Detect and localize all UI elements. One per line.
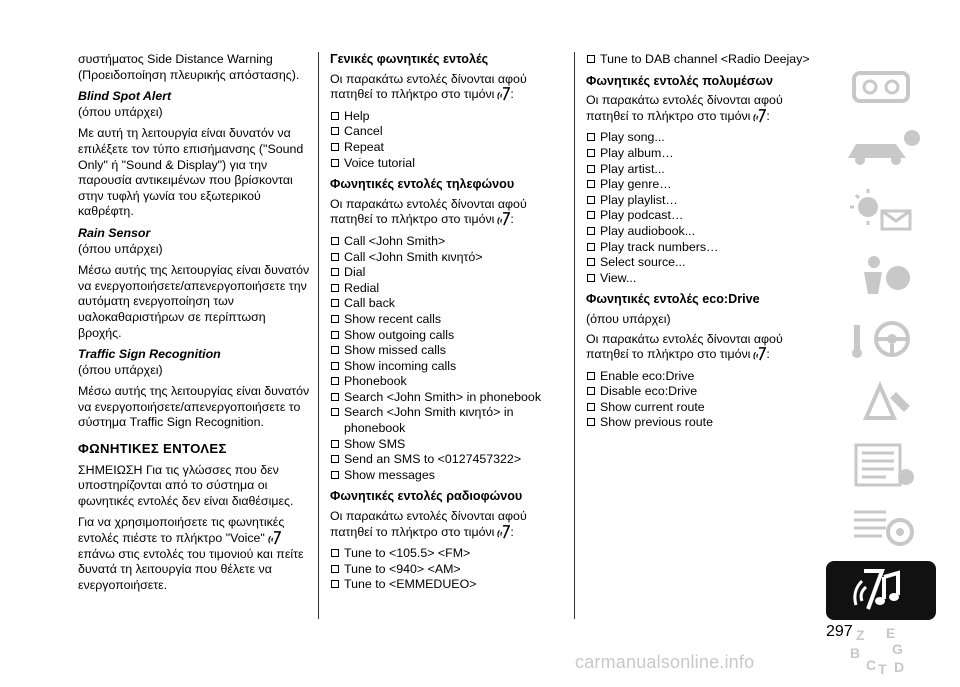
checkbox-square-icon [587, 180, 595, 188]
checkbox-square-icon [587, 418, 595, 426]
command-item [330, 452, 570, 468]
checkbox-square-icon [331, 471, 339, 479]
command-item [330, 312, 570, 328]
index-letter: D [894, 659, 905, 675]
command-text: Show missed calls [344, 343, 446, 358]
section-tabs [826, 57, 936, 687]
checkbox-square-icon [331, 315, 339, 323]
command-text: Tune to <940> <AM> [344, 561, 461, 576]
command-text: Play song... [600, 130, 665, 145]
rain-sensor-availability: (όπου υπάρχει) [78, 241, 163, 256]
command-text: Call back [344, 296, 395, 311]
radio-intro-text: Οι παρακάτω εντολές δίνονται αφού πατηθεί το πλήκτρο στο τιμόνι [330, 509, 527, 539]
command-text: Call <John Smith κινητό> [344, 249, 483, 264]
checkbox-square-icon [331, 331, 339, 339]
voice-button-icon [496, 212, 510, 226]
language-note: ΣΗΜΕΙΩΣΗ Για τις γλώσσες που δεν υποστηρίζονται από το σύστημα οι φωνητικές εντολές δεν είναι διαθέσιμες. [78, 462, 294, 508]
phone-commands-list [330, 234, 570, 484]
phone-commands-intro [330, 197, 570, 228]
voice-button-icon [496, 87, 510, 101]
command-item [330, 468, 570, 484]
maintenance-list-icon [826, 435, 936, 494]
column-3 [586, 52, 818, 437]
command-item [330, 140, 570, 156]
index-letter: E [886, 625, 896, 641]
car-info-icon [826, 120, 936, 179]
checkbox-square-icon [331, 408, 339, 416]
command-text: Dial [344, 265, 366, 280]
blind-spot-availability: (όπου υπάρχει) [78, 104, 163, 119]
checkbox-square-icon [331, 253, 339, 261]
command-text: Enable eco:Drive [600, 368, 695, 383]
command-text: Phonebook [344, 374, 407, 389]
traffic-sign-availability: (όπου υπάρχει) [78, 362, 163, 377]
media-commands-intro [586, 93, 818, 124]
general-commands-title: Γενικές φωνητικές εντολές [330, 52, 489, 66]
command-item [330, 562, 570, 578]
checkbox-square-icon [587, 243, 595, 251]
checkbox-square-icon [331, 127, 339, 135]
checkbox-square-icon [587, 274, 595, 282]
checkbox-square-icon [331, 455, 339, 463]
checkbox-square-icon [331, 112, 339, 120]
checkbox-square-icon [587, 403, 595, 411]
command-item [586, 208, 818, 224]
command-item [586, 384, 818, 400]
airbag-safety-icon [826, 246, 936, 305]
dab-commands-list [586, 52, 818, 68]
command-item [330, 328, 570, 344]
command-item [330, 109, 570, 125]
checkbox-square-icon [331, 377, 339, 385]
tab-car-info[interactable] [826, 120, 936, 179]
checkbox-square-icon [587, 55, 595, 63]
general-intro-text: Οι παρακάτω εντολές δίνονται αφού πατηθεί το πλήκτρο στο τιμόνι [330, 71, 527, 102]
media-intro-text: Οι παρακάτω εντολές δίνονται αφού πατηθεί το πλήκτρο στο τιμόνι [586, 93, 783, 123]
traffic-sign-title: Traffic Sign Recognition [78, 347, 221, 362]
command-item [330, 281, 570, 297]
voice-button-icon [496, 525, 510, 539]
command-text: Select source... [600, 255, 686, 270]
command-text: Repeat [344, 139, 384, 154]
command-text: Disable eco:Drive [600, 384, 698, 399]
command-item [330, 124, 570, 140]
command-item [586, 146, 818, 162]
command-item [586, 177, 818, 193]
tab-safety[interactable] [826, 246, 936, 305]
command-item [586, 52, 818, 68]
media-commands-title: Φωνητικές εντολές πολυμέσων [586, 73, 773, 88]
command-text: Play audiobook... [600, 223, 696, 238]
intro-colon: : [510, 212, 514, 227]
command-item [330, 374, 570, 390]
media-commands-list [586, 130, 818, 286]
command-text: Send an SMS to <0127457322> [344, 452, 522, 467]
checkbox-square-icon [587, 133, 595, 141]
command-item [586, 224, 818, 240]
eco-commands-intro [586, 332, 818, 363]
rain-sensor-text: Μέσω αυτής της λειτουργίας είναι δυνατόν να ενεργοποιήσετε/απενεργοποιήσετε την αυτόματη ενεργοποίηση των υαλοκαθαριστήρων σε περίπτωση βροχής. [78, 263, 310, 340]
command-item [330, 359, 570, 375]
blind-spot-title: Blind Spot Alert [78, 89, 172, 104]
command-item [586, 255, 818, 271]
command-text: Voice tutorial [344, 155, 415, 170]
eco-commands-title: Φωνητικές εντολές eco:Drive [586, 292, 760, 307]
index-letter: C [866, 657, 877, 673]
checkbox-square-icon [331, 143, 339, 151]
command-item [330, 577, 570, 593]
column-2 [330, 52, 570, 599]
command-text: Tune to <105.5> <FM> [344, 546, 471, 561]
command-item [586, 415, 818, 431]
command-text: Show previous route [600, 415, 713, 430]
tab-technical-data[interactable] [826, 498, 936, 557]
command-item [330, 343, 570, 359]
command-item [330, 405, 570, 436]
rain-sensor-title: Rain Sensor [78, 225, 151, 240]
checkbox-square-icon [331, 580, 339, 588]
voice-usage-end: επάνω στις εντολές του τιμονιού και πείτε δυνατά τη λειτουργία που θέλετε να ενεργοποιήσετε. [78, 546, 304, 592]
checkbox-square-icon [331, 268, 339, 276]
checkbox-square-icon [587, 227, 595, 235]
index-letter: B [850, 645, 861, 661]
watermark: carmanualsonline.info [575, 652, 755, 672]
command-text: Help [344, 108, 370, 123]
eco-availability: (όπου υπάρχει) [586, 311, 671, 326]
voice-commands-heading: ΦΩΝΗΤΙΚΕΣ ΕΝΤΟΛΕΣ [78, 441, 227, 457]
checkbox-square-icon [587, 149, 595, 157]
checkbox-square-icon [331, 549, 339, 557]
command-text: Show SMS [344, 436, 406, 451]
intro-colon: : [510, 524, 514, 539]
index-letter: G [892, 641, 903, 657]
command-text: Play genre… [600, 177, 672, 192]
intro-colon: : [766, 347, 770, 362]
command-text: Play artist... [600, 161, 665, 176]
tab-dashboard[interactable] [826, 57, 936, 116]
command-text: Show incoming calls [344, 358, 457, 373]
command-item [586, 193, 818, 209]
car-dashboard-icon [826, 57, 936, 116]
phone-commands-title: Φωνητικές εντολές τηλεφώνου [330, 177, 515, 192]
command-item [330, 234, 570, 250]
radio-commands-list [330, 546, 570, 593]
command-text: Tune to DAB channel <Radio Deejay> [600, 52, 810, 66]
checkbox-square-icon [331, 565, 339, 573]
steering-wheel-icon [826, 309, 936, 368]
command-item [330, 296, 570, 312]
checkbox-square-icon [331, 393, 339, 401]
intro-colon: : [766, 108, 770, 123]
multimedia-icon [826, 561, 936, 620]
tab-starting-driving[interactable] [826, 309, 936, 368]
command-text: Play album… [600, 145, 674, 160]
technical-data-icon [826, 498, 936, 557]
command-item [330, 546, 570, 562]
checkbox-square-icon [587, 258, 595, 266]
index-letter: T [878, 661, 887, 677]
command-text: Search <John Smith κινητό> in phonebook [344, 405, 514, 436]
command-text: Call <John Smith> [344, 233, 446, 248]
voice-button-icon [267, 531, 281, 545]
voice-button-icon [752, 109, 766, 123]
intro-colon: : [510, 87, 514, 102]
command-item [330, 437, 570, 453]
index-letter: Z [856, 627, 865, 643]
command-item [330, 390, 570, 406]
command-item [330, 156, 570, 172]
command-text: Play playlist… [600, 192, 678, 207]
command-text: Play track numbers… [600, 239, 719, 254]
general-commands-list [330, 109, 570, 171]
command-item [586, 369, 818, 385]
checkbox-square-icon [331, 284, 339, 292]
command-text: Show current route [600, 399, 705, 414]
command-text: View... [600, 270, 637, 285]
command-item [586, 400, 818, 416]
checkbox-square-icon [587, 372, 595, 380]
command-item [330, 250, 570, 266]
phone-intro-text: Οι παρακάτω εντολές δίνονται αφού πατηθεί το πλήκτρο στο τιμόνι [330, 196, 527, 227]
command-text: Cancel [344, 124, 383, 139]
command-text: Show outgoing calls [344, 327, 455, 342]
command-text: Show messages [344, 467, 435, 482]
checkbox-square-icon [331, 159, 339, 167]
column-1 [78, 52, 310, 599]
warning-lights-icon [826, 183, 936, 242]
checkbox-square-icon [331, 362, 339, 370]
checkbox-square-icon [331, 346, 339, 354]
command-text: Search <John Smith> in phonebook [344, 389, 542, 404]
voice-usage-text [78, 515, 310, 593]
general-commands-intro [330, 72, 570, 103]
radio-commands-intro [330, 509, 570, 540]
tab-multimedia[interactable] [826, 561, 936, 620]
checkbox-square-icon [331, 440, 339, 448]
command-text: Redial [344, 280, 380, 295]
eco-intro-text: Οι παρακάτω εντολές δίνονται αφού πατηθεί το πλήκτρο στο τιμόνι [586, 331, 783, 362]
command-item [586, 240, 818, 256]
column-divider-1 [318, 52, 319, 619]
blind-spot-text: Με αυτή τη λειτουργία είναι δυνατόν να επιλέξετε τον τύπο επισήμανσης ("Sound Only" ή "Sound & Display") για την παρουσία αντικειμένων που βρίσκονται στην τυφλή γωνία του εξωτερικού καθρέφτη. [78, 126, 304, 219]
checkbox-square-icon [587, 211, 595, 219]
command-text: Show recent calls [344, 311, 442, 326]
page-number: 297 [826, 623, 853, 640]
checkbox-square-icon [587, 387, 595, 395]
checkbox-square-icon [587, 196, 595, 204]
traffic-sign-text: Μέσω αυτής της λειτουργίας είναι δυνατόν να ενεργοποιήσετε/απενεργοποιήσετε το σύστημα Traffic Sign Recognition. [78, 384, 310, 430]
command-item [330, 265, 570, 281]
emergency-triangle-icon [826, 372, 936, 431]
tab-emergency[interactable] [826, 372, 936, 431]
command-item [586, 162, 818, 178]
checkbox-square-icon [331, 237, 339, 245]
command-item [586, 130, 818, 146]
command-text: Tune to <EMMEDUEO> [344, 577, 477, 592]
column-divider-2 [574, 52, 575, 619]
tab-warning-lights[interactable] [826, 183, 936, 242]
voice-button-icon [752, 347, 766, 361]
command-text: Play podcast… [600, 208, 684, 223]
eco-commands-list [586, 369, 818, 431]
voice-usage-start: Για να χρησιμοποιήσετε τις φωνητικές εντολές πιέστε το πλήκτρο "Voice" [78, 515, 285, 546]
checkbox-square-icon [587, 165, 595, 173]
checkbox-square-icon [331, 299, 339, 307]
tab-maintenance[interactable] [826, 435, 936, 494]
radio-commands-title: Φωνητικές εντολές ραδιοφώνου [330, 489, 523, 504]
side-distance-text: συστήματος Side Distance Warning (Προειδοποίηση πλευρικής απόστασης). [78, 52, 300, 82]
command-item [586, 271, 818, 287]
